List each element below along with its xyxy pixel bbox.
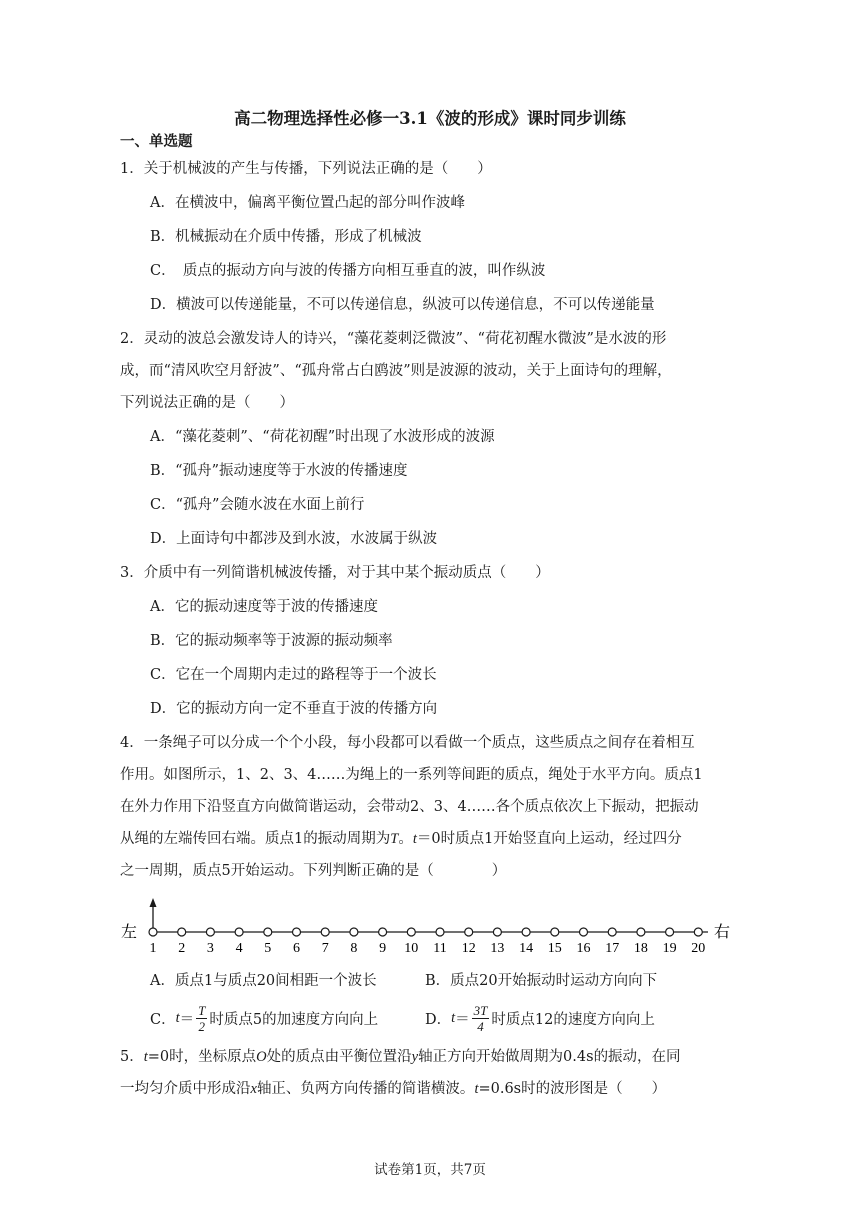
- page-footer: 试卷第1页，共7页: [374, 1162, 486, 1178]
- rope-point-label-12: 12: [461, 941, 476, 956]
- q4-time-symbol: t: [412, 831, 417, 847]
- q4-option-d-t: t: [451, 1009, 456, 1026]
- q4-line4-text-a: 从绳的左端传回右端。质点1的振动周期为: [120, 831, 391, 847]
- q5-time-symbol: t: [143, 1049, 148, 1065]
- q4-option-d: [425, 1001, 655, 1035]
- rope-point-label-15: 15: [547, 941, 562, 956]
- rope-point-12: [465, 928, 473, 936]
- q5-stem-line1: [120, 1045, 681, 1066]
- rope-point-14: [522, 928, 530, 936]
- figure-left-label: 左: [121, 924, 138, 941]
- q4-option-c-label: C．: [150, 1011, 176, 1028]
- q2-option-a: A．“藻花菱刺”、“荷花初醒”时出现了水波形成的波源: [150, 429, 495, 445]
- q4-stem-line5: 之一周期，质点5开始运动。下列判断正确的是（ ）: [120, 863, 507, 879]
- rope-point-1: [149, 928, 157, 936]
- q5-y-symbol: y: [411, 1049, 419, 1065]
- q3-stem: 3．介质中有一列简谐机械波传播，对于其中某个振动质点（ ）: [120, 565, 550, 581]
- fraction-denominator: 4: [477, 1018, 484, 1034]
- rope-point-label-13: 13: [490, 941, 505, 956]
- rope-point-16: [580, 928, 588, 936]
- q4-line4-text-b: 。: [398, 831, 413, 847]
- q2-stem-line3: 下列说法正确的是（ ）: [120, 395, 294, 411]
- q5-text: 轴正方向开始做周期为0.4s的振动，在同: [418, 1049, 681, 1065]
- q3-option-c: C．它在一个周期内走过的路程等于一个波长: [150, 667, 437, 683]
- fraction-numerator: 3T: [473, 1002, 488, 1018]
- q4-option-d-label: D．: [425, 1011, 452, 1028]
- q5-text: 一均匀介质中形成沿: [120, 1081, 251, 1097]
- q4-stem-line3: 在外力作用下沿竖直方向做简谐运动，会带动2、3、4……各个质点依次上下振动，把振动: [120, 799, 699, 815]
- q4-option-d-eq: ＝: [455, 1011, 470, 1028]
- rope-point-label-19: 19: [662, 941, 677, 956]
- q2-stem-line1: 2．灵动的波总会激发诗人的诗兴，“藻花菱刺泛微波”、“荷花初醒水微波”是水波的形: [120, 331, 667, 347]
- rope-point-label-16: 16: [576, 941, 591, 956]
- up-arrow-icon: [150, 898, 157, 907]
- q5-text: 处的质点由平衡位置沿: [266, 1049, 412, 1065]
- rope-point-2: [178, 928, 186, 936]
- rope-point-label-3: 3: [206, 941, 214, 956]
- q2-option-b: B．“孤舟”振动速度等于水波的传播速度: [150, 463, 408, 479]
- rope-point-15: [551, 928, 559, 936]
- q4-stem-line2: 作用。如图所示，1、2、3、4……为绳上的一系列等间距的质点，绳处于水平方向。质点1: [120, 767, 703, 783]
- q5-text: 轴正、负两方向传播的简谐横波。: [256, 1081, 475, 1097]
- rope-point-13: [493, 928, 501, 936]
- rope-point-label-7: 7: [321, 941, 329, 956]
- rope-point-18: [637, 928, 645, 936]
- q4-option-c: [150, 1001, 378, 1035]
- section-heading: 一、单选题: [120, 133, 193, 150]
- q2-stem-line2: 成，而“清风吹空月舒波”、“孤舟常占白鸥波”则是波源的波动，关于上面诗句的理解，: [120, 363, 672, 379]
- q4-option-b: B．质点20开始振动时运动方向向下: [425, 973, 658, 989]
- q4-option-a: A．质点1与质点20间相距一个波长: [150, 973, 377, 989]
- rope-point-19: [666, 928, 674, 936]
- q1-option-b: B．机械振动在介质中传播，形成了机械波: [150, 229, 422, 245]
- rope-point-label-9: 9: [379, 941, 387, 956]
- q4-option-c-fraction: [196, 1003, 207, 1034]
- rope-point-label-10: 10: [404, 941, 419, 956]
- q2-option-c: C．“孤舟”会随水波在水面上前行: [150, 497, 365, 513]
- rope-point-4: [235, 928, 243, 936]
- rope-point-9: [379, 928, 387, 936]
- q5-time-symbol: t: [474, 1081, 479, 1097]
- rope-point-6: [293, 928, 301, 936]
- rope-point-label-20: 20: [691, 941, 706, 956]
- q4-line4-text-c: ＝0时质点1开始竖直向上运动，经过四分: [416, 831, 682, 847]
- q4-option-c-t: t: [175, 1009, 180, 1026]
- rope-point-label-17: 17: [605, 941, 620, 956]
- q3-option-b: B．它的振动频率等于波源的振动频率: [150, 633, 393, 649]
- rope-point-label-1: 1: [149, 941, 157, 956]
- q5-stem-line2: [120, 1077, 666, 1098]
- rope-point-8: [350, 928, 358, 936]
- q1-option-c: C． 质点的振动方向与波的传播方向相互垂直的波，叫作纵波: [150, 263, 546, 279]
- rope-point-5: [264, 928, 272, 936]
- q3-option-a: A．它的振动速度等于波的传播速度: [150, 599, 378, 615]
- rope-point-3: [206, 928, 214, 936]
- q5-text: =0.6s时的波形图是（ ）: [478, 1081, 667, 1097]
- q4-option-c-eq: ＝: [179, 1011, 195, 1028]
- q1-option-d: D．横波可以传递能量，不可以传递信息，纵波可以传递信息，不可以传递能量: [150, 297, 655, 313]
- q4-option-d-fraction: [472, 1003, 490, 1034]
- q3-option-d: D．它的振动方向一定不垂直于波的传播方向: [150, 701, 438, 717]
- q4-option-d-text: 时质点12的速度方向向上: [491, 1011, 655, 1028]
- rope-point-label-18: 18: [633, 941, 648, 956]
- fraction-denominator: 2: [198, 1018, 205, 1034]
- q1-stem: 1．关于机械波的产生与传播，下列说法正确的是（ ）: [120, 161, 492, 177]
- rope-point-label-4: 4: [235, 941, 243, 956]
- q2-option-d: D．上面诗句中都涉及到水波，水波属于纵波: [150, 531, 438, 547]
- q4-stem-line1: 4．一条绳子可以分成一个个小段，每小段都可以看做一个质点，这些质点之间存在着相互: [120, 735, 695, 751]
- rope-point-20: [694, 928, 702, 936]
- rope-point-label-2: 2: [178, 941, 186, 956]
- rope-point-label-6: 6: [293, 941, 300, 956]
- q5-number: 5．: [120, 1049, 144, 1065]
- rope-point-label-5: 5: [264, 941, 272, 956]
- page-title: 高二物理选择性必修一3.1《波的形成》课时同步训练: [234, 109, 626, 128]
- rope-point-label-14: 14: [519, 941, 534, 956]
- q1-option-a: A．在横波中，偏离平衡位置凸起的部分叫作波峰: [150, 195, 465, 211]
- rope-point-label-8: 8: [350, 941, 358, 956]
- q4-stem-line4: [120, 827, 682, 848]
- rope-point-17: [608, 928, 616, 936]
- rope-point-10: [407, 928, 415, 936]
- q4-period-symbol: T: [390, 831, 399, 847]
- q5-x-symbol: x: [250, 1081, 257, 1097]
- rope-point-7: [321, 928, 329, 936]
- rope-point-11: [436, 928, 444, 936]
- q5-text: =0时，坐标原点: [147, 1049, 257, 1065]
- fraction-numerator: T: [198, 1002, 206, 1018]
- figure-right-label: 右: [714, 924, 731, 941]
- q4-option-c-text: 时质点5的加速度方向向上: [209, 1011, 379, 1028]
- rope-point-label-11: 11: [433, 941, 447, 956]
- q4-rope-figure: [0, 890, 860, 960]
- q5-origin-symbol: O: [256, 1049, 267, 1065]
